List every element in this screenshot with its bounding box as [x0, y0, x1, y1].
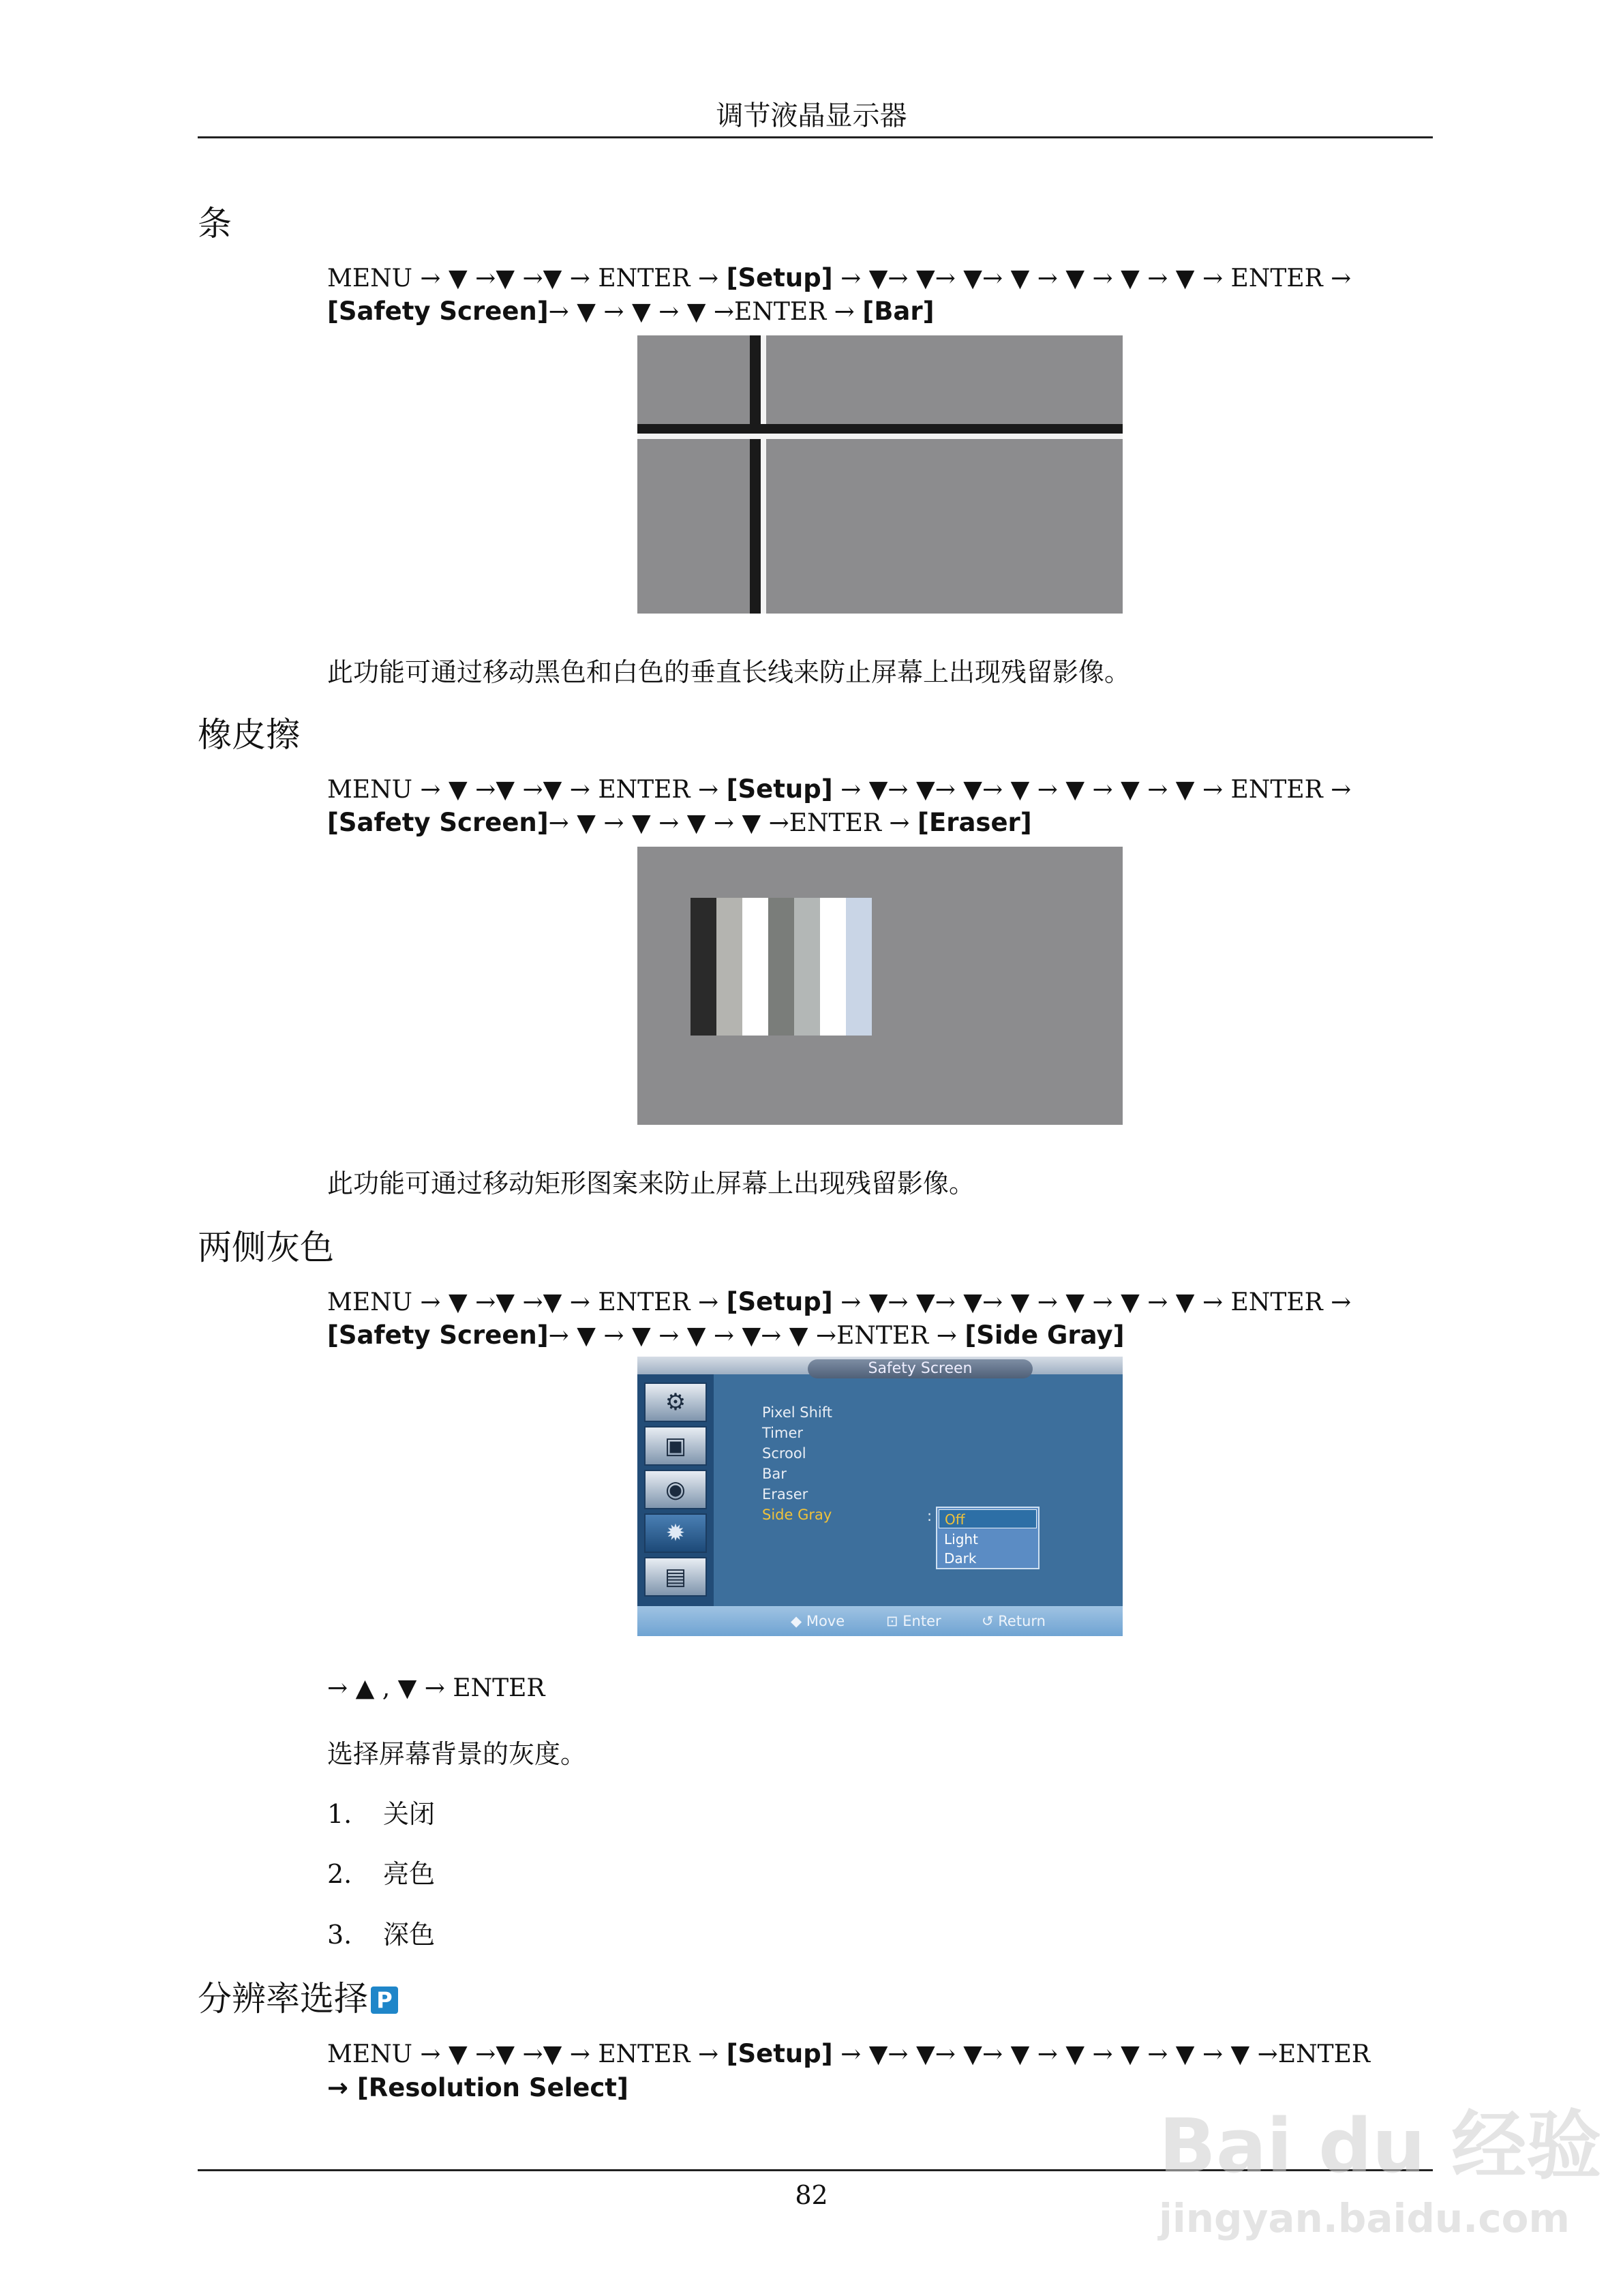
osd-input-icon: ⚙	[644, 1383, 707, 1422]
osd-item-bar: Bar	[762, 1466, 787, 1482]
nav-path-side-gray-line1: MENU → ▼ →▼ →▼ → ENTER → [Setup] → ▼→ ▼→ ▼→ ▼ → ▼ → ▼ → ▼ → ENTER →	[327, 1287, 1352, 1316]
side-gray-option-1: 1. 关闭	[327, 1799, 436, 1829]
eraser-stripe-1	[691, 898, 716, 1036]
section-heading-eraser: 橡皮擦	[198, 715, 300, 755]
osd-item-timer: Timer	[762, 1425, 804, 1441]
bar-horizontal-white	[637, 434, 1123, 439]
bar-description: 此功能可通过移动黑色和白色的垂直长线来防止屏幕上出现残留影像。	[327, 657, 1131, 687]
osd-side-gray-dropdown	[936, 1507, 1040, 1569]
nav-path-bar-line2: [Safety Screen]→ ▼ → ▼ → ▼ →ENTER → [Bar]	[327, 297, 935, 326]
nav-path-side-gray-line2: [Safety Screen]→ ▼ → ▼ → ▼ → ▼→ ▼ →ENTER → [Side Gray]	[327, 1320, 1125, 1350]
osd-safety-screen-menu	[637, 1357, 1123, 1636]
osd-option-dark: Dark	[944, 1550, 977, 1567]
pc-mode-badge-icon: P	[371, 1987, 398, 2014]
nav-path-resolution-line1: MENU → ▼ →▼ →▼ → ENTER → [Setup] → ▼→ ▼→ ▼→ ▼ → ▼ → ▼ → ▼ → ▼ →ENTER	[327, 2039, 1371, 2068]
osd-option-off: Off	[939, 1509, 1037, 1528]
eraser-pattern-image	[637, 847, 1123, 1125]
section-heading-resolution: 分辨率选择 P	[198, 1972, 398, 2021]
osd-multi-window-icon: ▤	[644, 1557, 707, 1597]
osd-colon: :	[927, 1508, 932, 1524]
eraser-stripe-5	[794, 898, 820, 1036]
osd-sidebar	[637, 1374, 714, 1606]
osd-setup-gear-icon: ✹	[644, 1513, 707, 1553]
bar-vertical-black	[750, 335, 761, 614]
nav-path-eraser-line1: MENU → ▼ →▼ →▼ → ENTER → [Setup] → ▼→ ▼→ ▼→ ▼ → ▼ → ▼ → ▼ → ENTER →	[327, 774, 1352, 804]
osd-footer-return: ↺ Return	[982, 1613, 1046, 1629]
osd-title: Safety Screen	[808, 1359, 1033, 1378]
eraser-stripe-7	[846, 898, 872, 1036]
eraser-stripe-block	[691, 898, 872, 1036]
eraser-stripe-6	[820, 898, 846, 1036]
side-gray-option-2: 2. 亮色	[327, 1859, 436, 1889]
baidu-watermark-url: jingyan.baidu.com	[1159, 2195, 1570, 2241]
eraser-stripe-4	[768, 898, 794, 1036]
header-rule	[198, 136, 1433, 138]
osd-footer-move: ◆ Move	[791, 1613, 845, 1629]
section-heading-side-gray: 两侧灰色	[198, 1228, 334, 1267]
side-gray-option-3: 3. 深色	[327, 1920, 436, 1950]
side-gray-select-hint: → ▲ , ▼ → ENTER	[327, 1674, 545, 1702]
side-gray-description: 选择屏幕背景的灰度。	[327, 1739, 587, 1769]
eraser-stripe-3	[742, 898, 768, 1036]
nav-path-bar-line1: MENU → ▼ →▼ →▼ → ENTER → [Setup] → ▼→ ▼→ ▼→ ▼ → ▼ → ▼ → ▼ → ENTER →	[327, 263, 1352, 292]
osd-footer-enter: ⊡ Enter	[886, 1613, 941, 1629]
bar-horizontal-black	[637, 424, 1123, 434]
page-header-title: 调节液晶显示器	[716, 100, 907, 132]
eraser-description: 此功能可通过移动矩形图案来防止屏幕上出现残留影像。	[327, 1168, 975, 1198]
bar-pattern-image	[637, 335, 1123, 614]
osd-footer-bar	[637, 1606, 1123, 1636]
osd-sound-icon: ◉	[644, 1470, 707, 1509]
osd-option-light: Light	[944, 1531, 978, 1547]
nav-path-eraser-line2: [Safety Screen]→ ▼ → ▼ → ▼ → ▼ →ENTER → [Eraser]	[327, 808, 1032, 837]
osd-item-scrool: Scrool	[762, 1445, 806, 1462]
osd-item-pixel-shift: Pixel Shift	[762, 1404, 832, 1421]
eraser-stripe-2	[716, 898, 742, 1036]
section-heading-bar: 条	[198, 204, 232, 243]
baidu-watermark-logo: Bai du 经验	[1159, 2102, 1602, 2190]
osd-item-side-gray: Side Gray	[762, 1507, 832, 1523]
osd-picture-icon: ▣	[644, 1426, 707, 1466]
bar-vertical-white	[761, 335, 766, 614]
osd-item-eraser: Eraser	[762, 1486, 808, 1502]
nav-path-resolution-line2: → [Resolution Select]	[327, 2073, 628, 2102]
page-number: 82	[795, 2180, 828, 2210]
